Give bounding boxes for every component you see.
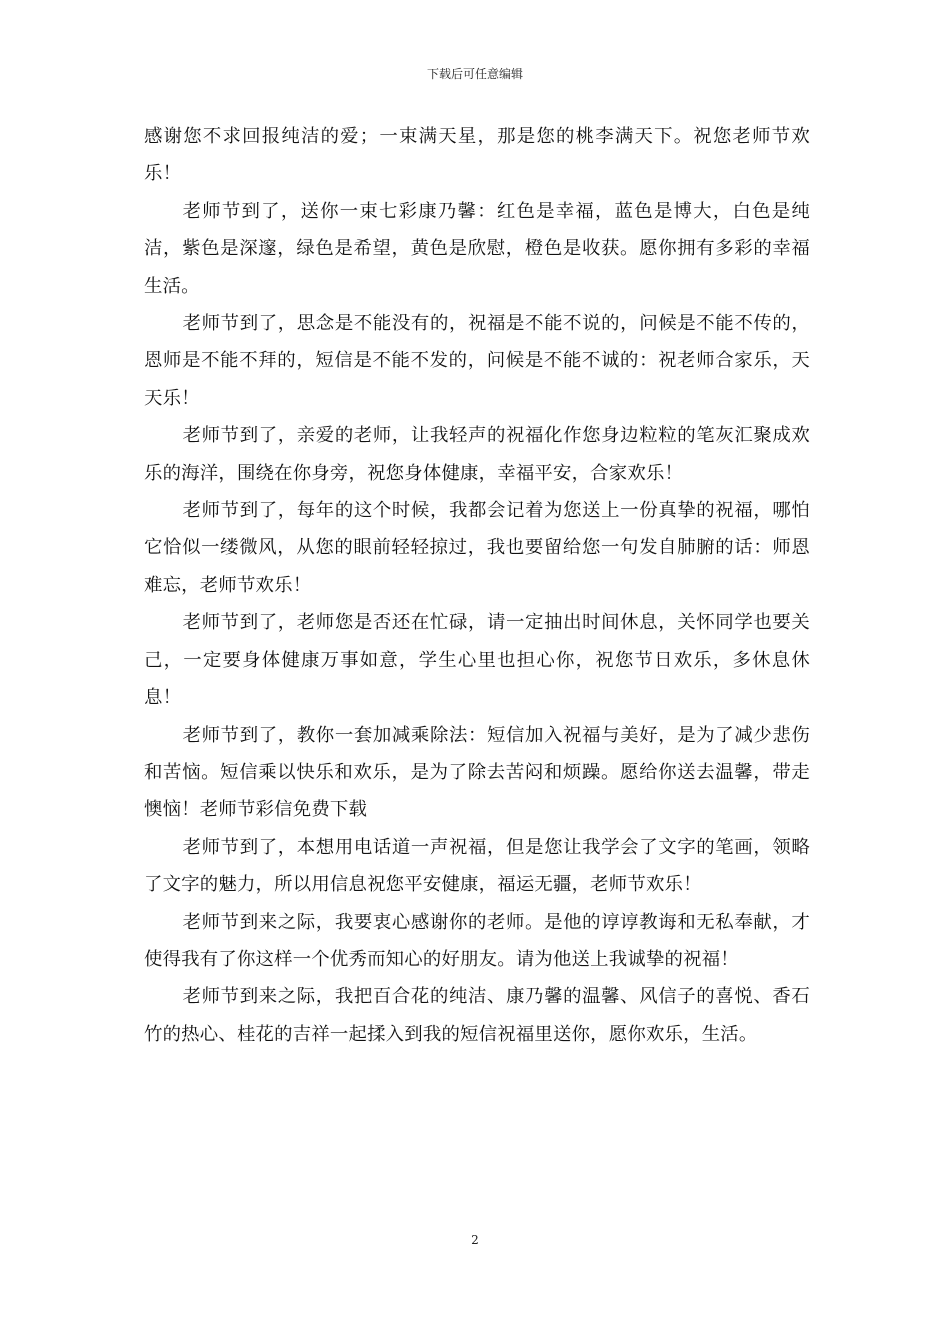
paragraph-continued: 感谢您不求回报纯洁的爱；一束满天星，那是您的桃李满天下。祝您老师节欢乐！ <box>144 126 810 185</box>
paragraph: 老师节到来之际，我把百合花的纯洁、康乃馨的温馨、风信子的喜悦、香石竹的热心、桂花的吉祥一起揉入到我的短信祝福里送你，愿你欢乐，生活。 <box>144 986 810 1045</box>
document-body <box>144 118 810 1053</box>
paragraph: 老师节到了，送你一束七彩康乃馨：红色是幸福，蓝色是博大，白色是纯洁，紫色是深邃，绿色是希望，黄色是欣慰，橙色是收获。愿你拥有多彩的幸福生活。 <box>144 200 810 297</box>
paragraph: 老师节到了，老师您是否还在忙碌，请一定抽出时间休息，关怀同学也要关己，一定要身体健康万事如意，学生心里也担心你，祝您节日欢乐，多休息休息！ <box>144 612 810 709</box>
paragraph: 老师节到了，思念是不能没有的，祝福是不能不说的，问候是不能不传的，恩师是不能不拜的，短信是不能不发的，问候是不能不诚的：祝老师合家乐，天天乐！ <box>144 313 810 409</box>
paragraph: 老师节到了，本想用电话道一声祝福，但是您让我学会了文字的笔画，领略了文字的魅力，所以用信息祝您平安健康，福运无疆，老师节欢乐！ <box>144 836 810 896</box>
paragraph: 老师节到了，亲爱的老师，让我轻声的祝福化作您身边粒粒的笔灰汇聚成欢乐的海洋，围绕在你身旁，祝您身体健康，幸福平安，合家欢乐！ <box>144 425 810 484</box>
paragraph: 老师节到了，每年的这个时候，我都会记着为您送上一份真挚的祝福，哪怕它恰似一缕微风，从您的眼前轻轻掠过，我也要留给您一句发自肺腑的话：师恩难忘，老师节欢乐！ <box>144 500 810 596</box>
paragraph: 老师节到了，教你一套加减乘除法：短信加入祝福与美好，是为了减少悲伤和苦恼。短信乘以快乐和欢乐，是为了除去苦闷和烦躁。愿给你送去温馨，带走懊恼！老师节彩信免费下载 <box>144 724 810 821</box>
paragraph: 老师节到来之际，我要衷心感谢你的老师。是他的谆谆教诲和无私奉献，才使得我有了你这样一个优秀而知心的好朋友。请为他送上我诚挚的祝福！ <box>144 911 810 970</box>
page-number: 2 <box>471 1233 479 1247</box>
page-header: 下载后可任意编辑 <box>426 67 523 81</box>
